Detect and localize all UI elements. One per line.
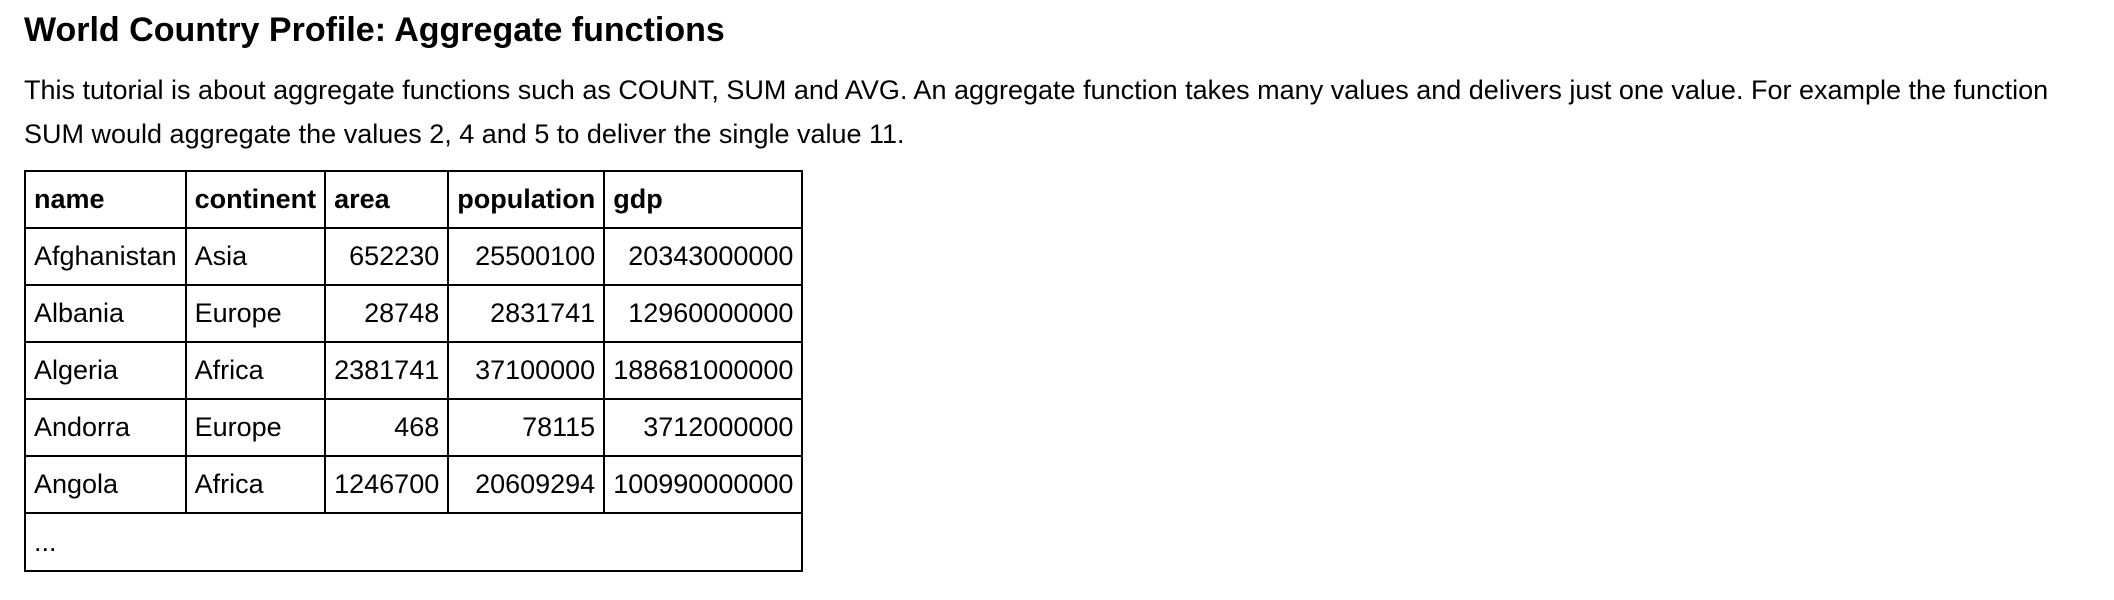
cell-gdp: 20343000000 bbox=[604, 228, 802, 285]
column-header-gdp: gdp bbox=[604, 171, 802, 228]
cell-area: 2381741 bbox=[325, 342, 448, 399]
cell-name: Angola bbox=[25, 456, 186, 513]
column-header-name: name bbox=[25, 171, 186, 228]
table-row bbox=[25, 228, 802, 285]
column-header-continent: continent bbox=[186, 171, 326, 228]
cell-area: 652230 bbox=[325, 228, 448, 285]
cell-area: 1246700 bbox=[325, 456, 448, 513]
table-ellipsis: ... bbox=[25, 513, 802, 571]
table-row bbox=[25, 285, 802, 342]
cell-gdp: 3712000000 bbox=[604, 399, 802, 456]
table-row bbox=[25, 342, 802, 399]
intro-paragraph: This tutorial is about aggregate functions such as COUNT, SUM and AVG. An aggregate function takes many values and delivers just one value. For example the function SUM would aggregate the values 2, 4 and 5 to deliver the single value 11. bbox=[24, 75, 2049, 149]
cell-gdp: 12960000000 bbox=[604, 285, 802, 342]
world-table bbox=[24, 170, 803, 572]
cell-continent: Europe bbox=[186, 285, 326, 342]
cell-population: 37100000 bbox=[448, 342, 604, 399]
cell-continent: Africa bbox=[186, 342, 326, 399]
cell-population: 2831741 bbox=[448, 285, 604, 342]
cell-continent: Asia bbox=[186, 228, 326, 285]
cell-name: Andorra bbox=[25, 399, 186, 456]
cell-name: Albania bbox=[25, 285, 186, 342]
cell-name: Algeria bbox=[25, 342, 186, 399]
cell-area: 468 bbox=[325, 399, 448, 456]
table-row bbox=[25, 456, 802, 513]
table-row bbox=[25, 399, 802, 456]
cell-area: 28748 bbox=[325, 285, 448, 342]
cell-gdp: 188681000000 bbox=[604, 342, 802, 399]
cell-population: 20609294 bbox=[448, 456, 604, 513]
cell-population: 78115 bbox=[448, 399, 604, 456]
cell-gdp: 100990000000 bbox=[604, 456, 802, 513]
table-header-row bbox=[25, 171, 802, 228]
table-ellipsis-row bbox=[25, 513, 802, 571]
cell-population: 25500100 bbox=[448, 228, 604, 285]
cell-continent: Europe bbox=[186, 399, 326, 456]
column-header-population: population bbox=[448, 171, 604, 228]
cell-name: Afghanistan bbox=[25, 228, 186, 285]
column-header-area: area bbox=[325, 171, 448, 228]
page-title: World Country Profile: Aggregate functions bbox=[24, 11, 725, 49]
cell-continent: Africa bbox=[186, 456, 326, 513]
